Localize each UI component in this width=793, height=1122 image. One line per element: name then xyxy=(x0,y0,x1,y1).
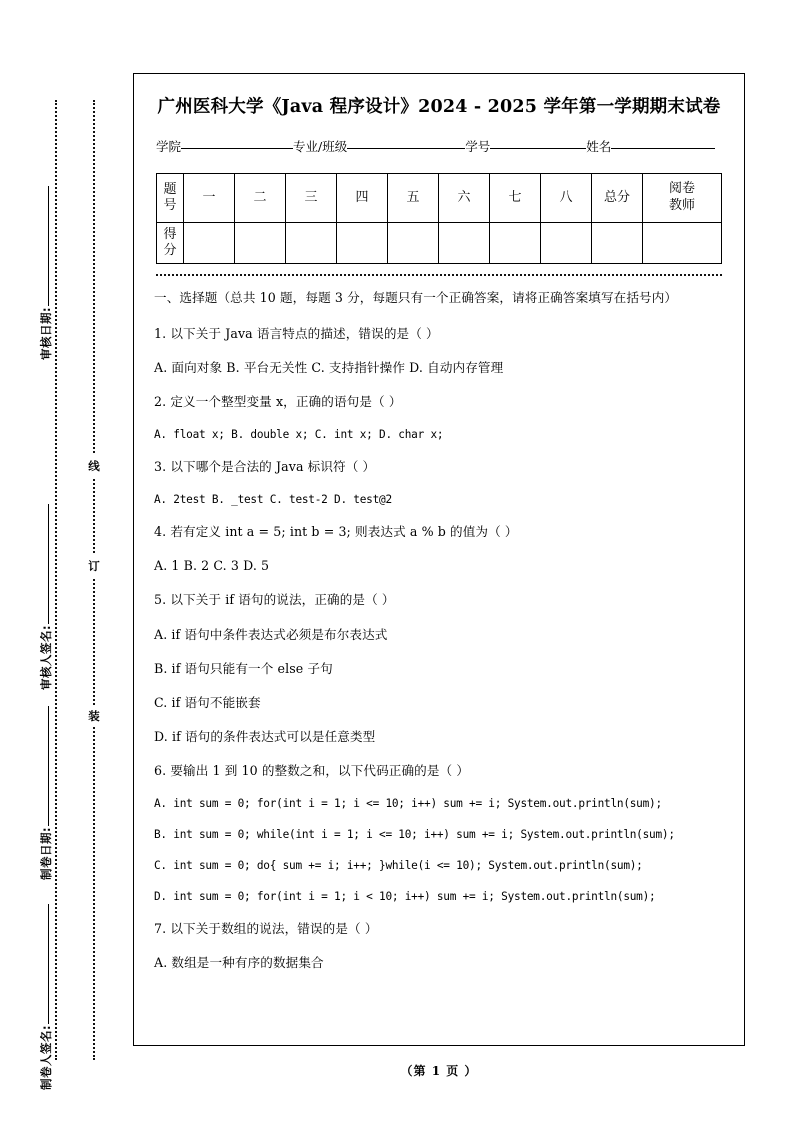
binding-char-zhuang: 装 xyxy=(84,705,104,727)
binding-dotted-line-outer xyxy=(55,100,57,1060)
score-table-col-4: 四 xyxy=(337,173,388,222)
question-5-stem: 5. 以下关于 if 语句的说法，正确的是（ ） xyxy=(154,592,395,608)
binding-margin xyxy=(0,0,133,1122)
question-7-stem: 7. 以下关于数组的说法，错误的是（ ） xyxy=(154,921,378,937)
sidebar-label-review-date-text: 审核日期: xyxy=(39,306,53,360)
binding-char-ding: 订 xyxy=(84,555,104,577)
score-cell-total[interactable] xyxy=(592,222,643,263)
score-table-col-total: 总分 xyxy=(592,173,643,222)
question-2-stem: 2. 定义一个整型变量 x，正确的语句是（ ） xyxy=(154,394,402,410)
question-6-option-b: B. int sum = 0; while(int i = 1; i <= 10; i++) sum += i; System.out.println(sum); xyxy=(154,827,675,841)
field-name-label: 姓名 xyxy=(586,138,612,154)
question-1-options: A. 面向对象 B. 平台无关性 C. 支持指针操作 D. 自动内存管理 xyxy=(154,360,504,376)
question-7-option-a: A. 数组是一种有序的数据集合 xyxy=(154,955,324,971)
field-major-class-label: 专业/班级 xyxy=(293,138,348,154)
row-header-question-ch2: 号 xyxy=(163,197,177,213)
score-cell-7[interactable] xyxy=(490,222,541,263)
field-student-id-input[interactable] xyxy=(490,148,586,149)
row-header-question-ch1: 题 xyxy=(163,181,177,197)
sidebar-label-reviewer-signature-text: 审核人签名: xyxy=(39,624,53,690)
sidebar-label-paper-date-text: 制卷日期: xyxy=(39,826,53,880)
row-header-score-ch1: 得 xyxy=(163,226,177,242)
score-table-col-2: 二 xyxy=(235,173,286,222)
sidebar-label-review-date-rule xyxy=(48,186,49,306)
question-5-option-a: A. if 语句中条件表达式必须是布尔表达式 xyxy=(154,626,388,642)
score-cell-5[interactable] xyxy=(388,222,439,263)
question-4-options: A. 1 B. 2 C. 3 D. 5 xyxy=(154,558,270,574)
score-table-col-3: 三 xyxy=(286,173,337,222)
grader-label-ch1: 阅卷 xyxy=(668,180,695,196)
question-6-option-a: A. int sum = 0; for(int i = 1; i <= 10; i++) sum += i; System.out.println(sum); xyxy=(154,796,662,810)
question-3-options: A. 2test B. _test C. test-2 D. test@2 xyxy=(154,493,392,507)
binding-dotted-line-inner xyxy=(93,100,95,1060)
binding-char-xian: 线 xyxy=(84,455,104,477)
question-5-option-c: C. if 语句不能嵌套 xyxy=(154,694,261,710)
exam-sheet xyxy=(133,73,745,1046)
score-cell-4[interactable] xyxy=(337,222,388,263)
question-5-option-b: B. if 语句只能有一个 else 子句 xyxy=(154,660,333,676)
grader-label-ch2: 教师 xyxy=(668,197,695,213)
table-row-scores xyxy=(157,222,722,263)
question-1-stem: 1. 以下关于 Java 语言特点的描述，错误的是（ ） xyxy=(154,326,439,342)
field-college-input[interactable] xyxy=(181,148,293,149)
sidebar-label-paper-maker-signature-text: 制卷人签名: xyxy=(39,1024,53,1090)
student-info-row xyxy=(156,137,724,155)
field-student-id-label: 学号 xyxy=(465,138,491,154)
question-6-option-d: D. int sum = 0; for(int i = 1; i < 10; i++) sum += i; System.out.println(sum); xyxy=(154,890,656,904)
question-6-option-c: C. int sum = 0; do{ sum += i; i++; }while(i <= 10); System.out.println(sum); xyxy=(154,858,643,872)
score-cell-1[interactable] xyxy=(184,222,235,263)
score-table-col-5: 五 xyxy=(388,173,439,222)
score-table-col-1: 一 xyxy=(184,173,235,222)
score-table-col-grader xyxy=(643,173,722,222)
score-table-col-6: 六 xyxy=(439,173,490,222)
row-header-score-ch2: 分 xyxy=(163,242,177,258)
question-6-stem: 6. 要输出 1 到 10 的整数之和，以下代码正确的是（ ） xyxy=(154,762,470,778)
score-cell-grader[interactable] xyxy=(643,222,722,263)
sidebar-label-paper-maker-signature xyxy=(38,790,54,1090)
score-table-col-8: 八 xyxy=(541,173,592,222)
question-3-stem: 3. 以下哪个是合法的 Java 标识符（ ） xyxy=(154,459,376,475)
score-table-row-header-question xyxy=(157,173,184,222)
score-cell-8[interactable] xyxy=(541,222,592,263)
questions-container xyxy=(154,288,724,973)
field-college-label: 学院 xyxy=(156,138,182,154)
page-footer: （第 1 页 ） xyxy=(400,1064,478,1078)
score-cell-3[interactable] xyxy=(286,222,337,263)
field-name-input[interactable] xyxy=(611,148,715,149)
score-cell-2[interactable] xyxy=(235,222,286,263)
score-table-col-7: 七 xyxy=(490,173,541,222)
score-table xyxy=(156,173,722,264)
question-4-stem: 4. 若有定义 int a = 5; int b = 3; 则表达式 a % b 的值为（ ） xyxy=(154,524,518,540)
question-5-option-d: D. if 语句的条件表达式可以是任意类型 xyxy=(154,728,376,744)
section-dotted-separator xyxy=(156,274,722,276)
sidebar-label-review-date xyxy=(38,60,54,360)
score-table-row-header-score xyxy=(157,222,184,263)
section-heading: 一、选择题（总共 10 题，每题 3 分，每题只有一个正确答案，请将正确答案填写在括号内） xyxy=(154,289,678,305)
page-title: 广州医科大学《Java 程序设计》2024 - 2025 学年第一学期期末试卷 xyxy=(157,97,721,117)
field-major-class-input[interactable] xyxy=(347,148,465,149)
question-2-options: A. float x; B. double x; C. int x; D. char x; xyxy=(154,428,444,442)
score-cell-6[interactable] xyxy=(439,222,490,263)
table-row-question-numbers xyxy=(157,173,722,222)
sidebar-label-paper-maker-signature-rule xyxy=(48,904,49,1024)
score-table-wrapper xyxy=(156,173,722,276)
